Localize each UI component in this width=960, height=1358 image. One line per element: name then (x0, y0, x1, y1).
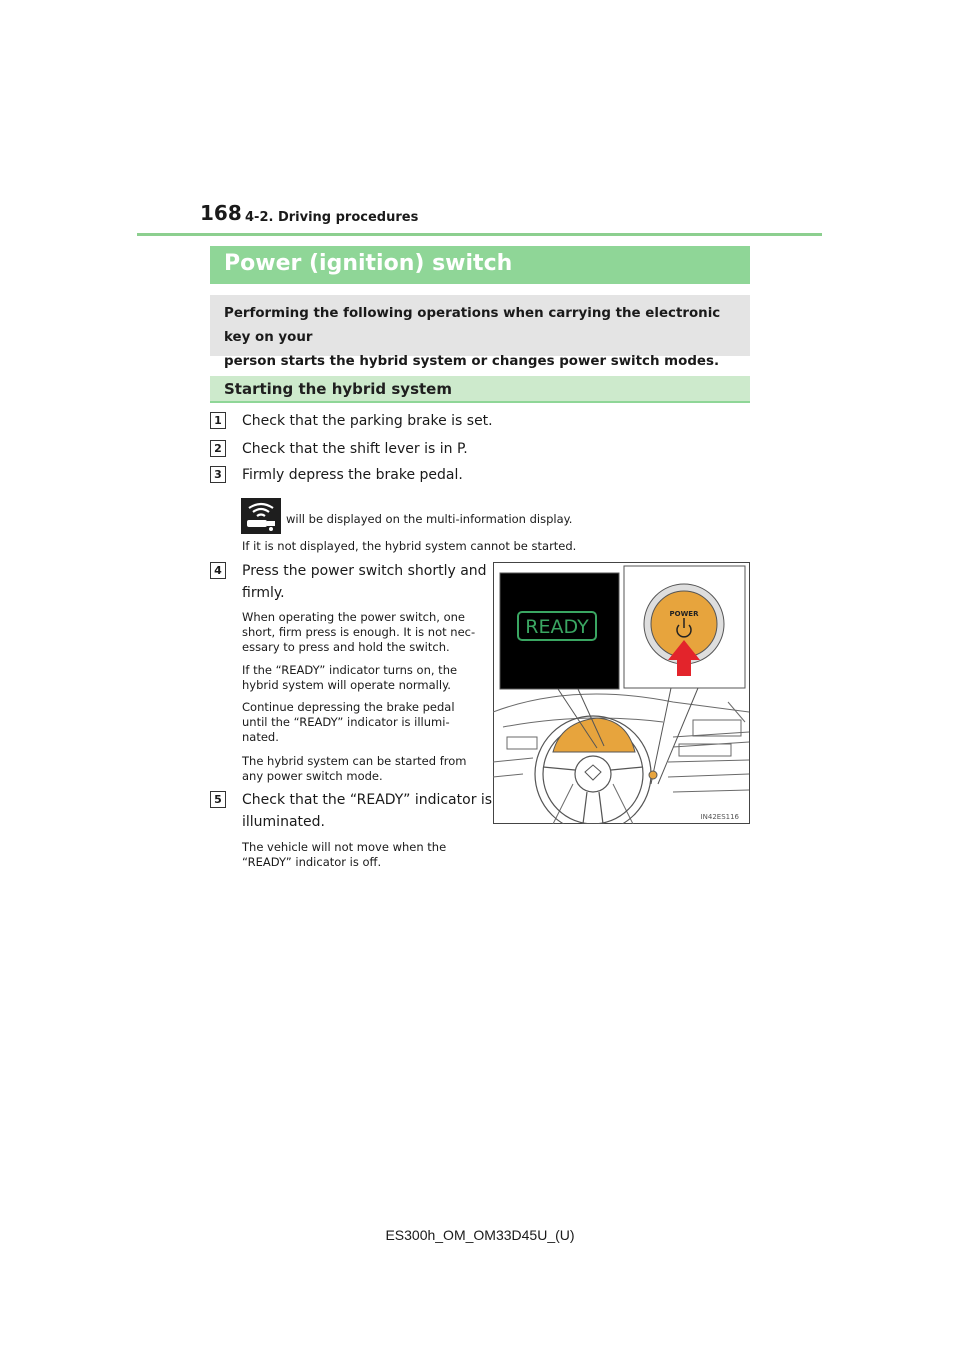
step4-note-1 (242, 610, 475, 655)
step-text-4-line2: firmly. (242, 585, 285, 601)
step4-note-2-line2: hybrid system will operate normally. (242, 678, 451, 692)
step4-note-4-line1: The hybrid system can be started from (242, 754, 467, 768)
intro-line-1: Performing the following operations when carrying the electronic key on your (224, 306, 721, 345)
subsection-title: Starting the hybrid system (224, 380, 452, 398)
step3-note-icon-text: will be displayed on the multi-information display. (286, 512, 573, 526)
step-number-5: 5 (210, 791, 226, 808)
step-text-3: Firmly depress the brake pedal. (242, 467, 463, 483)
page-title-banner (210, 246, 750, 284)
intro-line-2: person starts the hybrid system or changes power switch modes. (224, 354, 720, 369)
section-heading: 4-2. Driving procedures (245, 210, 419, 225)
step5-note-line2: “READY” indicator is off. (242, 855, 382, 869)
step4-note-3-line1: Continue depressing the brake pedal (242, 700, 455, 714)
step4-note-1-line2: short, firm press is enough. It is not nec- (242, 625, 476, 639)
step-text-1: Check that the parking brake is set. (242, 413, 493, 429)
ready-indicator-label: READY (525, 616, 589, 638)
step4-note-3-line3: nated. (242, 730, 279, 744)
smart-key-indicator-icon (241, 498, 281, 534)
step-number-3: 3 (210, 466, 226, 483)
step4-note-1-line1: When operating the power switch, one (242, 610, 465, 624)
step-number-4: 4 (210, 562, 226, 579)
illustration-code: IN42ES116 (700, 813, 739, 821)
step5-note-line1: The vehicle will not move when the (242, 840, 447, 854)
step4-note-3 (242, 700, 455, 745)
step3-note-line2: If it is not displayed, the hybrid system cannot be started. (242, 539, 577, 553)
power-switch-illustration (493, 562, 750, 824)
page-title: Power (ignition) switch (224, 251, 513, 276)
intro-box (210, 295, 750, 369)
step4-note-4-line2: any power switch mode. (242, 769, 383, 783)
step4-note-3-line2: until the “READY” indicator is illumi- (242, 715, 450, 729)
power-button-label: POWER (669, 610, 699, 618)
step-number-2: 2 (210, 440, 226, 457)
step5-note (242, 840, 446, 870)
subsection-banner (210, 376, 750, 403)
step-number-1: 1 (210, 412, 226, 429)
step-text-5-line2: illuminated. (242, 814, 325, 830)
step4-note-2-line1: If the “READY” indicator turns on, the (242, 663, 458, 677)
step-text-4-line1: Press the power switch shortly and (242, 563, 487, 579)
step4-note-1-line3: essary to press and hold the switch. (242, 640, 450, 654)
step-text-5-line1: Check that the “READY” indicator is (242, 792, 493, 808)
page-number: 168 (200, 201, 242, 225)
step-text-2: Check that the shift lever is in P. (242, 441, 468, 457)
document-footer: ES300h_OM_OM33D45U_(U) (385, 1227, 575, 1243)
header-rule (137, 233, 822, 236)
step4-note-2 (242, 663, 457, 693)
step4-note-4 (242, 754, 466, 784)
